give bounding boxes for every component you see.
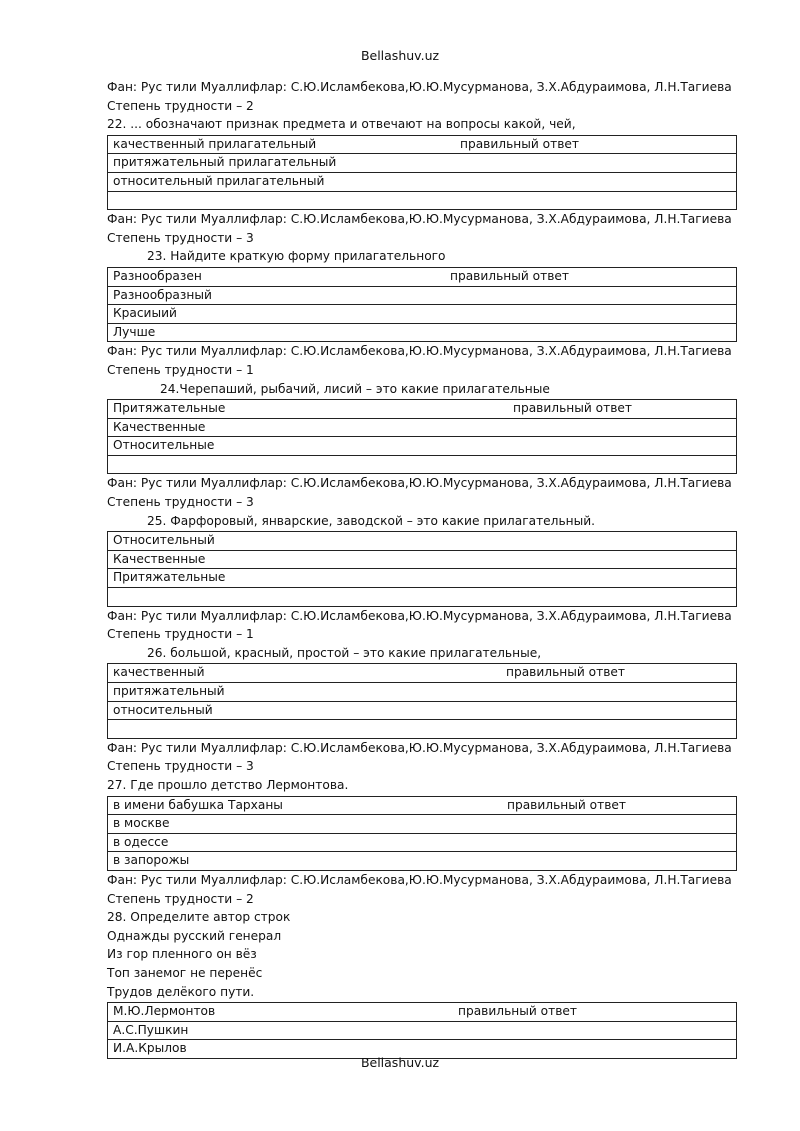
answer-row [108, 834, 736, 853]
question-meta: Фан: Рус тили Муаллифлар: С.Ю.Исламбекова,Ю.Ю.Мусурманова, З.Х.Абдураимова, Л.Н.Тагиева [107, 608, 732, 623]
answer-option: Относительный [113, 533, 215, 548]
question-difficulty: Степень трудности – 1 [107, 362, 254, 377]
question-text: 24.Черепаший, рыбачий, лисий – это какие прилагательные [160, 381, 550, 396]
answer-row [108, 551, 736, 570]
question-block-27 [107, 739, 747, 871]
question-difficulty: Степень трудности – 2 [107, 891, 254, 906]
answer-option: Относительные [113, 438, 215, 453]
answer-row [108, 305, 736, 324]
answer-option: Разнообразен [113, 268, 202, 283]
answer-option: в имени бабушка Тарханы [113, 797, 283, 812]
answer-option: в москве [113, 816, 170, 831]
question-difficulty: Степень трудности – 3 [107, 759, 254, 774]
answer-row [108, 569, 736, 588]
answer-option: Качественные [113, 551, 206, 566]
answer-row [108, 664, 736, 683]
question-block-28 [107, 871, 747, 1059]
question-meta: Фан: Рус тили Муаллифлар: С.Ю.Исламбекова,Ю.Ю.Мусурманова, З.Х.Абдураимова, Л.Н.Тагиева [107, 476, 732, 491]
answer-table [107, 399, 737, 474]
answer-row [108, 852, 736, 871]
answer-option: Лучше [113, 324, 156, 339]
poem-line: Однажды русский генерал [107, 928, 282, 943]
question-block-24 [107, 342, 747, 474]
answer-table [107, 796, 737, 871]
answer-row [108, 287, 736, 306]
answer-option: притяжательный прилагательный [113, 155, 337, 170]
question-text: 26. большой, красный, простой – это какие прилагательные, [147, 645, 542, 660]
question-difficulty: Степень трудности – 1 [107, 627, 254, 642]
correct-answer-label: правильный ответ [506, 665, 625, 680]
answer-option: Притяжательные [113, 401, 226, 416]
answer-table [107, 267, 737, 342]
answer-row [108, 268, 736, 287]
correct-answer-label: правильный ответ [450, 268, 569, 283]
answer-option: относительный прилагательный [113, 173, 325, 188]
answer-table [107, 663, 737, 738]
answer-option: в одессе [113, 834, 169, 849]
answer-row [108, 588, 736, 607]
answer-table [107, 135, 737, 210]
answer-table [107, 531, 737, 606]
question-difficulty: Степень трудности – 3 [107, 230, 254, 245]
answer-option: в запорожы [113, 853, 190, 868]
poem-line: Топ занемог не перенёс [107, 965, 263, 980]
answer-option: относительный [113, 702, 213, 717]
correct-answer-label: правильный ответ [458, 1004, 577, 1019]
question-text: 22. ... обозначают признак предмета и отвечают на вопросы какой, чей, [107, 117, 576, 132]
answer-option: притяжательный [113, 684, 225, 698]
question-block-25 [107, 474, 747, 606]
answer-row [108, 324, 736, 343]
answer-option: Притяжательные [113, 570, 226, 585]
question-text: 23. Найдите краткую форму прилагательного [147, 249, 446, 264]
question-block-23 [107, 210, 747, 342]
answer-option: Разнообразный [113, 287, 212, 302]
answer-row [108, 720, 736, 739]
question-difficulty: Степень трудности – 3 [107, 495, 254, 510]
answer-row [108, 456, 736, 475]
question-block-22 [107, 78, 747, 210]
correct-answer-label: правильный ответ [513, 401, 632, 416]
answer-row [108, 419, 736, 438]
answer-row [108, 173, 736, 192]
poem-line: Из гор пленного он вёз [107, 947, 257, 962]
answer-option: качественный прилагательный [113, 136, 317, 151]
answer-row [108, 532, 736, 551]
correct-answer-label: правильный ответ [460, 136, 579, 151]
answer-row [108, 683, 736, 702]
answer-option: Качественные [113, 419, 206, 434]
answer-row [108, 400, 736, 419]
question-meta: Фан: Рус тили Муаллифлар: С.Ю.Исламбекова,Ю.Ю.Мусурманова, З.Х.Абдураимова, Л.Н.Тагиева [107, 872, 732, 887]
answer-option: качественный [113, 665, 205, 680]
answer-table [107, 1002, 737, 1059]
answer-row [108, 702, 736, 721]
answer-option: Красиыий [113, 306, 177, 321]
answer-row [108, 1022, 736, 1041]
question-text: 25. Фарфоровый, январские, заводской – это какие прилагательный. [147, 513, 596, 528]
answer-row [108, 437, 736, 456]
site-footer: Bellashuv.uz [360, 1055, 440, 1070]
question-block-26 [107, 607, 747, 739]
answer-row [108, 1003, 736, 1022]
answer-option: М.Ю.Лермонтов [113, 1004, 216, 1019]
question-text: 27. Где прошло детство Лермонтова. [107, 777, 349, 792]
answer-row [108, 815, 736, 834]
question-document [107, 78, 747, 1059]
answer-row [108, 154, 736, 173]
poem-line: Трудов делёкого пути. [107, 984, 255, 999]
question-meta: Фан: Рус тили Муаллифлар: С.Ю.Исламбекова,Ю.Ю.Мусурманова, З.Х.Абдураимова, Л.Н.Тагиева [107, 212, 732, 227]
site-header: Bellashuv.uz [360, 48, 440, 63]
correct-answer-label: правильный ответ [507, 797, 626, 812]
question-text: 28. Определите автор строк [107, 910, 291, 925]
answer-option: И.А.Крылов [113, 1041, 187, 1056]
question-meta: Фан: Рус тили Муаллифлар: С.Ю.Исламбекова,Ю.Ю.Мусурманова, З.Х.Абдураимова, Л.Н.Тагиева [107, 80, 732, 94]
question-meta: Фан: Рус тили Муаллифлар: С.Ю.Исламбекова,Ю.Ю.Мусурманова, З.Х.Абдураимова, Л.Н.Тагиева [107, 344, 732, 359]
answer-row [108, 136, 736, 155]
answer-row [108, 192, 736, 211]
question-difficulty: Степень трудности – 2 [107, 98, 254, 113]
question-meta: Фан: Рус тили Муаллифлар: С.Ю.Исламбекова,Ю.Ю.Мусурманова, З.Х.Абдураимова, Л.Н.Тагиева [107, 740, 732, 755]
answer-option: А.С.Пушкин [113, 1022, 189, 1037]
answer-row [108, 797, 736, 816]
